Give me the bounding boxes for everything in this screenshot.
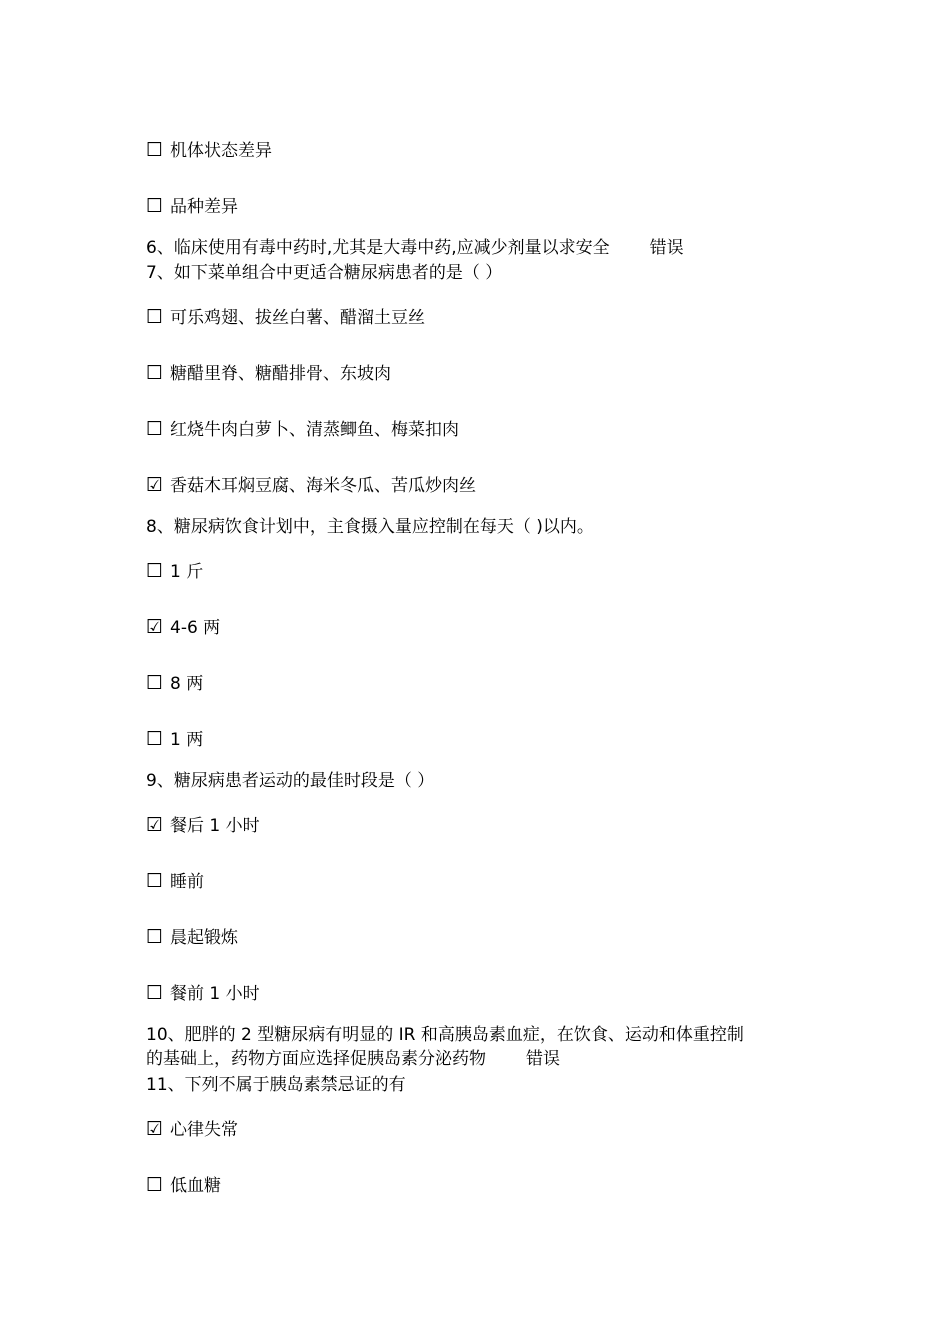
option [146, 982, 260, 1005]
checkbox-icon: ☐ [146, 195, 164, 217]
answer-text: 错误 [526, 1049, 560, 1069]
option [146, 672, 203, 695]
option-text: 1 斤 [170, 562, 204, 582]
option [146, 362, 391, 385]
checkbox-icon: ☐ [146, 1174, 164, 1196]
checkbox-icon: ☐ [146, 418, 164, 440]
option-text: 餐后 1 小时 [170, 816, 260, 836]
option-text: 机体状态差异 [170, 141, 272, 161]
option [146, 306, 425, 329]
option [146, 560, 203, 583]
option-text: 红烧牛肉白萝卜、清蒸鲫鱼、梅菜扣肉 [170, 420, 459, 440]
checkbox-icon: ☐ [146, 139, 164, 161]
option [146, 418, 459, 441]
checked-checkbox-icon: ☑ [146, 474, 164, 496]
checkbox-icon: ☐ [146, 306, 164, 328]
option-text: 1 两 [170, 730, 204, 750]
question-11: 11、下列不属于胰岛素禁忌证的有 [146, 1075, 406, 1095]
checked-checkbox-icon: ☑ [146, 1118, 164, 1140]
option-text: 睡前 [170, 872, 204, 892]
question-8: 8、糖尿病饮食计划中，主食摄入量应控制在每天（ )以内。 [146, 517, 594, 537]
question-10-line-2 [146, 1048, 560, 1070]
checkbox-icon: ☐ [146, 362, 164, 384]
checkbox-icon: ☐ [146, 560, 164, 582]
option [146, 474, 476, 497]
checkbox-icon: ☐ [146, 982, 164, 1004]
option [146, 1118, 238, 1141]
option [146, 1174, 221, 1197]
option-text: 品种差异 [170, 197, 238, 217]
question-10-line-1: 10、肥胖的 2 型糖尿病有明显的 IR 和高胰岛素血症，在饮食、运动和体重控制 [146, 1025, 744, 1045]
option [146, 616, 220, 639]
option [146, 728, 203, 751]
question-6 [146, 237, 684, 259]
checkbox-icon: ☐ [146, 672, 164, 694]
option-text: 低血糖 [170, 1176, 221, 1196]
option [146, 926, 238, 949]
option-text: 可乐鸡翅、拔丝白薯、醋溜土豆丝 [170, 308, 425, 328]
option [146, 870, 204, 893]
option-text: 8 两 [170, 674, 204, 694]
option [146, 814, 260, 837]
option-text: 心律失常 [170, 1120, 238, 1140]
option [146, 139, 272, 162]
option [146, 195, 238, 218]
checkbox-icon: ☐ [146, 926, 164, 948]
option-text: 糖醋里脊、糖醋排骨、东坡肉 [170, 364, 391, 384]
answer-text: 错误 [649, 238, 684, 258]
checked-checkbox-icon: ☑ [146, 814, 164, 836]
option-text: 香菇木耳焖豆腐、海米冬瓜、苦瓜炒肉丝 [170, 476, 476, 496]
option-text: 晨起锻炼 [170, 928, 238, 948]
question-text: 6、临床使用有毒中药时,尤其是大毒中药,应减少剂量以求安全 [146, 238, 610, 258]
checkbox-icon: ☐ [146, 728, 164, 750]
checkbox-icon: ☐ [146, 870, 164, 892]
question-9: 9、糖尿病患者运动的最佳时段是（ ） [146, 771, 435, 791]
checked-checkbox-icon: ☑ [146, 616, 164, 638]
option-text: 4-6 两 [170, 618, 221, 638]
option-text: 餐前 1 小时 [170, 984, 260, 1004]
question-text: 的基础上，药物方面应选择促胰岛素分泌药物 [146, 1049, 486, 1069]
question-7: 7、如下菜单组合中更适合糖尿病患者的是（ ） [146, 263, 503, 283]
